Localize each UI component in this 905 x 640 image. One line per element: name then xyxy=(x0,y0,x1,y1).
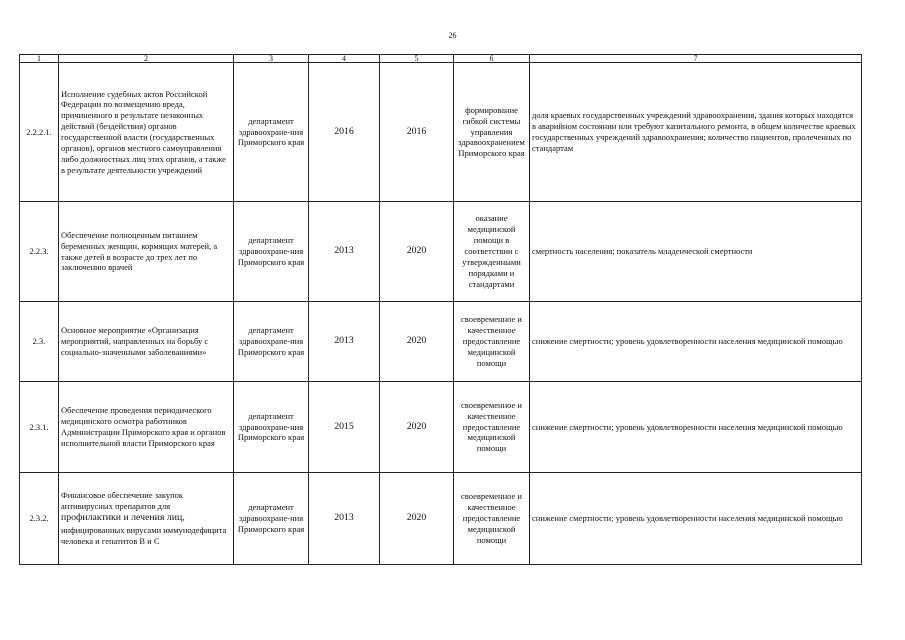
row-number: 2.3.1. xyxy=(20,382,59,473)
expected-result: формирование гибкой системы управления здравоохранением Приморского края xyxy=(454,63,530,202)
indicators: снижение смертности; уровень удовлетворенности населения медицинской помощью xyxy=(530,473,862,565)
end-year: 2020 xyxy=(380,382,454,473)
activity-name-part: Финансовое обеспечение закупок антивирусных препаратов для xyxy=(61,490,184,512)
start-year: 2013 xyxy=(309,473,380,565)
indicators: смертность населения; показатель младенческой смертности xyxy=(530,202,862,302)
end-year: 2016 xyxy=(380,63,454,202)
activity-name: Обеспечение проведения периодического медицинского осмотра работников Администрации Приморского края и органов исполнительной власти Приморского края xyxy=(59,382,234,473)
activity-name: Исполнение судебных актов Российской Федерации по возмещению вреда, причиненного в результате незаконных действий (бездействия) органов государственной власти (государственных органов), органов местного самоуправления либо должностных лиц этих органов, а также в результате деятельности учреждений xyxy=(59,63,234,202)
indicators: снижение смертности; уровень удовлетворенности населения медицинской помощью xyxy=(530,302,862,382)
column-header: 6 xyxy=(454,55,530,63)
expected-result: оказание медицинской помощи в соответствии с утвержденными порядками и стандартами xyxy=(454,202,530,302)
row-number: 2.2.2.1. xyxy=(20,63,59,202)
expected-result: своевременное и качественное предоставление медицинской помощи xyxy=(454,473,530,565)
start-year: 2013 xyxy=(309,202,380,302)
column-header: 1 xyxy=(20,55,59,63)
executor: департамент здравоохране-ния Приморского края xyxy=(234,202,309,302)
activity-name: Основное мероприятие «Организация мероприятий, направленных на борьбу с социально-значенными заболеваниями» xyxy=(59,302,234,382)
table-header-row xyxy=(20,55,862,63)
executor: департамент здравоохране-ния Приморского края xyxy=(234,382,309,473)
column-header: 3 xyxy=(234,55,309,63)
indicators: доля краевых государственных учреждений здравоохранения, здания которых находятся в аварийном состоянии или требуют капитального ремонта, в общем количестве краевых государственных учреждений здравоохранения; количество пациентов, пролеченных по стандартам xyxy=(530,63,862,202)
expected-result: своевременное и качественное предоставление медицинской помощи xyxy=(454,302,530,382)
table-row xyxy=(20,63,862,202)
row-number: 2.3. xyxy=(20,302,59,382)
column-header: 7 xyxy=(530,55,862,63)
column-header: 5 xyxy=(380,55,454,63)
start-year: 2013 xyxy=(309,302,380,382)
page-number: 26 xyxy=(448,31,457,40)
expected-result: своевременное и качественное предоставление медицинской помощи xyxy=(454,382,530,473)
activity-name-part: профилактики и лечения лиц, xyxy=(61,512,185,524)
column-header: 4 xyxy=(309,55,380,63)
row-number: 2.2.3. xyxy=(20,202,59,302)
table-row xyxy=(20,202,862,302)
start-year: 2016 xyxy=(309,63,380,202)
indicators: снижение смертности; уровень удовлетворенности населения медицинской помощью xyxy=(530,382,862,473)
end-year: 2020 xyxy=(380,302,454,382)
activity-name xyxy=(59,473,234,565)
table-row xyxy=(20,473,862,565)
executor: департамент здравоохране-ния Приморского края xyxy=(234,473,309,565)
program-activities-table xyxy=(19,54,862,565)
end-year: 2020 xyxy=(380,473,454,565)
activity-name-part: инфицированных вирусами иммунодефицита человека и гепатитов В и С xyxy=(61,524,227,546)
start-year: 2015 xyxy=(309,382,380,473)
row-number: 2.3.2. xyxy=(20,473,59,565)
table-row xyxy=(20,382,862,473)
executor: департамент здравоохране-ния Приморского края xyxy=(234,302,309,382)
end-year: 2020 xyxy=(380,202,454,302)
executor: департамент здравоохране-ния Приморского края xyxy=(234,63,309,202)
activity-name: Обеспечение полноценным питанием беременных женщин, кормящих матерей, а также детей в возрасте до трех лет по заключению врачей xyxy=(59,202,234,302)
column-header: 2 xyxy=(59,55,234,63)
table-row xyxy=(20,302,862,382)
